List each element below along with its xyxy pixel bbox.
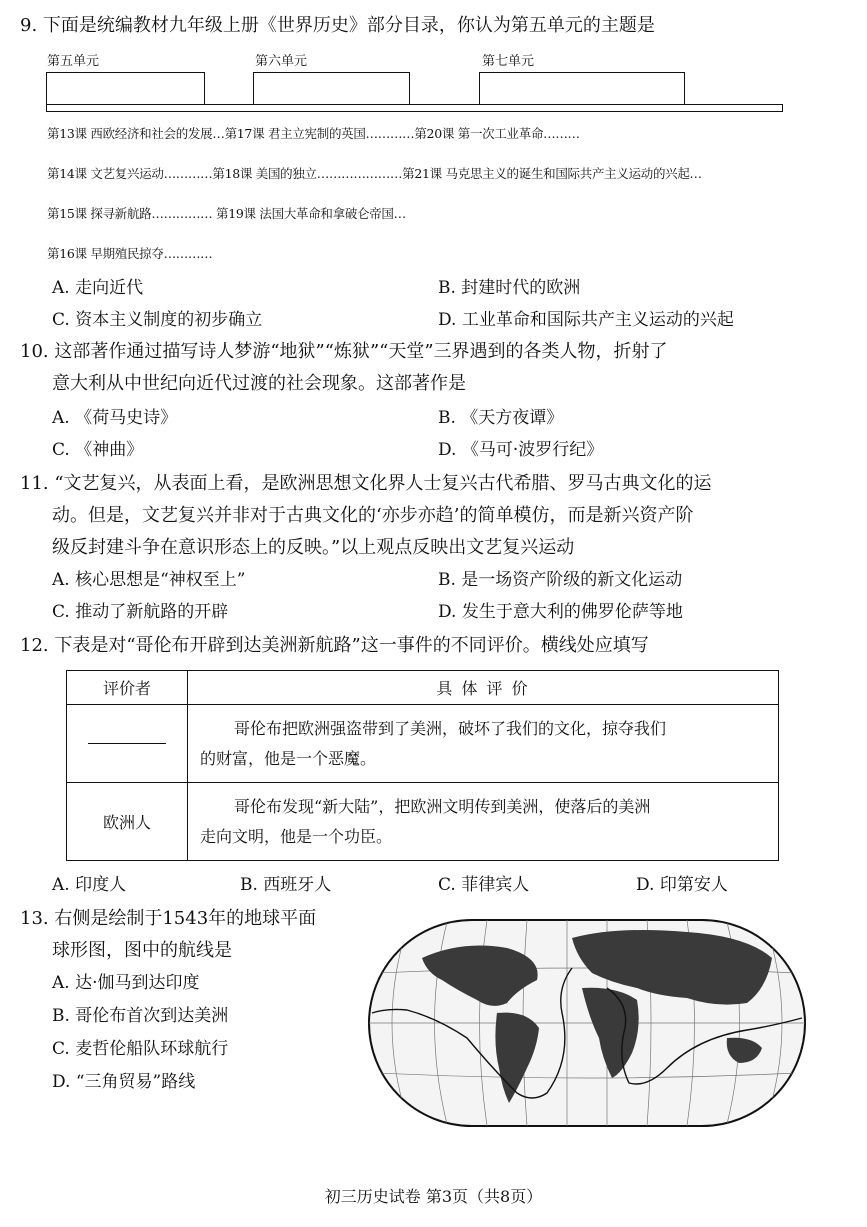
toc-timeline-bar xyxy=(46,104,783,112)
evaluation-text-2 xyxy=(188,783,779,861)
unit-6-label: 第六单元 xyxy=(255,54,308,69)
q11-option-a[interactable]: A. 核心思想是“神权至上” xyxy=(52,570,246,590)
q13-option-a[interactable]: A. 达·伽马到达印度 xyxy=(52,973,200,993)
evaluator-blank-cell xyxy=(67,705,188,783)
q11-stem-line-1: 11. “文艺复兴，从表面上看，是欧洲思想文化界人士复兴古代希腊、罗马古典文化的运 xyxy=(20,473,712,494)
unit-5-answer-box xyxy=(46,72,205,106)
q13-stem-line-1: 13. 右侧是绘制于1543年的地球平面 xyxy=(20,908,317,929)
q10-stem-line-2: 意大利从中世纪向近代过渡的社会现象。这部著作是 xyxy=(52,373,466,394)
evaluation-table-header-row xyxy=(67,671,779,705)
unit-6-answer-box xyxy=(253,72,410,106)
q11-option-c[interactable]: C. 推动了新航路的开辟 xyxy=(52,602,229,622)
toc-line-4: 第16课 早期殖民掠夺………… xyxy=(47,246,213,261)
evaluation-1-line-2: 的财富，他是一个恶魔。 xyxy=(200,748,377,768)
evaluation-row-2 xyxy=(67,783,779,861)
q13-stem-line-2: 球形图，图中的航线是 xyxy=(52,940,232,961)
evaluator-europeans: 欧洲人 xyxy=(67,783,188,861)
page-footer: 初三历史试卷 第3页（共8页） xyxy=(324,1187,543,1206)
evaluation-2-line-2: 走向文明，他是一个功臣。 xyxy=(200,826,393,846)
q10-stem-line-1: 10. 这部著作通过描写诗人梦游“地狱”“炼狱”“天堂”三界遇到的各类人物，折射了 xyxy=(20,341,668,362)
q12-stem: 12. 下表是对“哥伦布开辟到达美洲新航路”这一事件的不同评价。横线处应填写 xyxy=(20,635,649,656)
q9-option-c[interactable]: C. 资本主义制度的初步确立 xyxy=(52,310,263,330)
header-evaluation: 具 体 评 价 xyxy=(188,671,779,705)
evaluation-1-line-1: 哥伦布把欧洲强盗带到了美洲，破坏了我们的文化，掠夺我们 xyxy=(234,718,667,738)
evaluation-text-1 xyxy=(188,705,779,783)
q10-option-d[interactable]: D. 《马可·波罗行纪》 xyxy=(438,440,604,460)
evaluation-row-1 xyxy=(67,705,779,783)
q11-option-d[interactable]: D. 发生于意大利的佛罗伦萨等地 xyxy=(438,602,683,622)
unit-5-label: 第五单元 xyxy=(47,54,100,69)
q10-option-a[interactable]: A. 《荷马史诗》 xyxy=(52,408,178,428)
q9-option-d[interactable]: D. 工业革命和国际共产主义运动的兴起 xyxy=(438,310,734,330)
q10-option-b[interactable]: B. 《天方夜谭》 xyxy=(438,408,564,428)
evaluation-2-line-1: 哥伦布发现“新大陆”，把欧洲文明传到美洲，使落后的美洲 xyxy=(234,796,651,816)
q10-option-c[interactable]: C. 《神曲》 xyxy=(52,440,144,460)
q12-option-c[interactable]: C. 菲律宾人 xyxy=(438,875,530,895)
q13-option-c[interactable]: C. 麦哲伦船队环球航行 xyxy=(52,1039,229,1059)
unit-7-answer-box xyxy=(479,72,685,106)
toc-line-3: 第15课 探寻新航路…………… 第19课 法国大革命和拿破仑帝国… xyxy=(47,206,406,221)
q12-option-d[interactable]: D. 印第安人 xyxy=(636,875,728,895)
q11-stem-line-3: 级反封建斗争在意识形态上的反映。”以上观点反映出文艺复兴运动 xyxy=(52,537,575,558)
q9-option-a[interactable]: A. 走向近代 xyxy=(52,278,144,298)
q11-stem-line-2: 动。但是，文艺复兴并非对于古典文化的‘亦步亦趋’的简单模仿，而是新兴资产阶 xyxy=(52,505,694,526)
q11-option-b[interactable]: B. 是一场资产阶级的新文化运动 xyxy=(438,570,683,590)
header-evaluator: 评价者 xyxy=(67,671,188,705)
toc-line-1: 第13课 西欧经济和社会的发展…第17课 君主立宪制的英国…………第20课 第一次工业革命……… xyxy=(47,126,580,141)
unit-7-label: 第七单元 xyxy=(482,54,535,69)
q13-option-d[interactable]: D. “三角贸易”路线 xyxy=(52,1072,196,1092)
world-map-1543 xyxy=(367,918,807,1128)
q9-option-b[interactable]: B. 封建时代的欧洲 xyxy=(438,278,581,298)
answer-blank-line xyxy=(88,743,166,745)
q12-option-a[interactable]: A. 印度人 xyxy=(52,875,127,895)
evaluation-table xyxy=(66,670,779,861)
toc-line-2: 第14课 文艺复兴运动…………第18课 美国的独立…………………第21课 马克思主义的诞生和国际共产主义运动的兴起… xyxy=(47,166,702,181)
q13-option-b[interactable]: B. 哥伦布首次到达美洲 xyxy=(52,1006,229,1026)
q9-stem: 9. 下面是统编教材九年级上册《世界历史》部分目录，你认为第五单元的主题是 xyxy=(20,15,655,36)
q12-option-b[interactable]: B. 西班牙人 xyxy=(240,875,332,895)
